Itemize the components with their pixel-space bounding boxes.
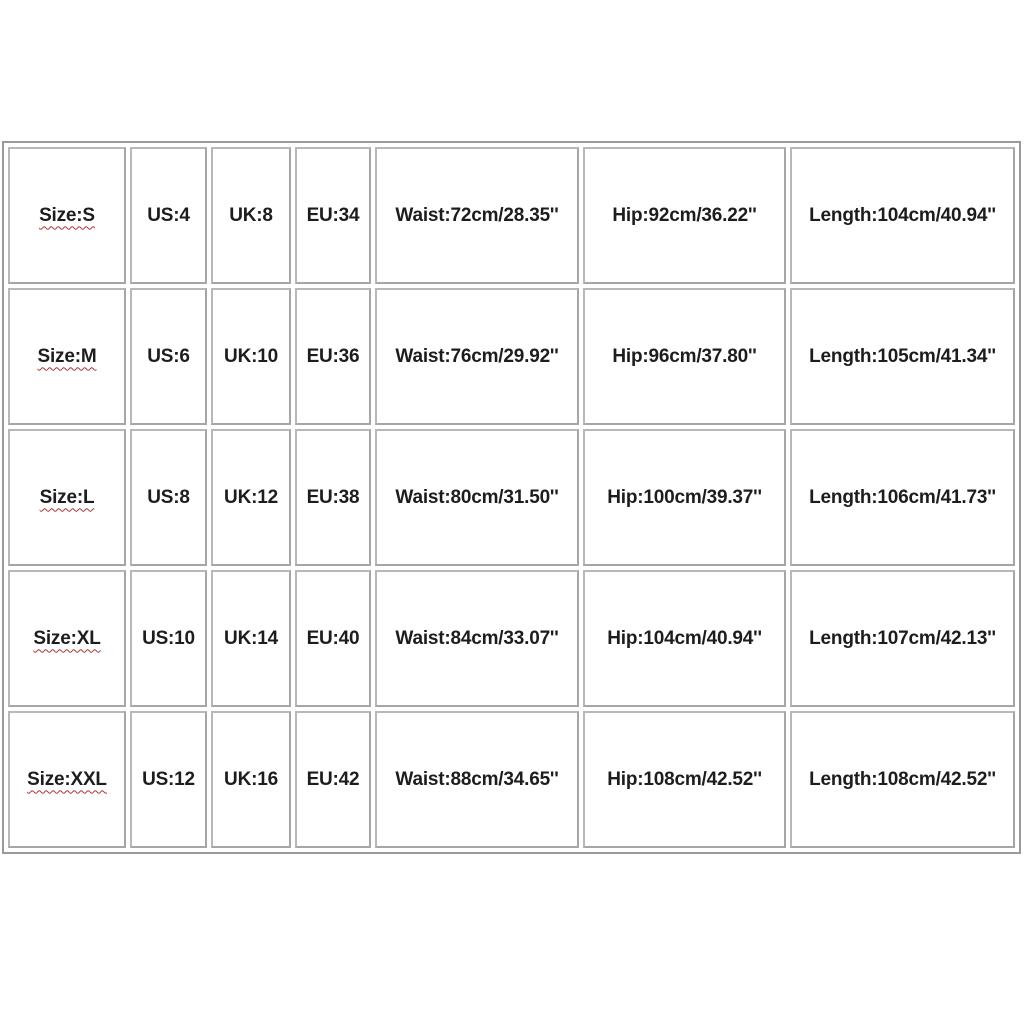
cell-s-size bbox=[8, 147, 126, 284]
cell-s-eu: EU:34 bbox=[295, 147, 371, 284]
size-label: Size:S bbox=[39, 204, 95, 226]
cell-xxl-hip: Hip:108cm/42.52'' bbox=[583, 711, 786, 848]
cell-xxl-waist: Waist:88cm/34.65'' bbox=[375, 711, 579, 848]
cell-xl-us: US:10 bbox=[130, 570, 207, 707]
cell-s-waist: Waist:72cm/28.35'' bbox=[375, 147, 579, 284]
cell-m-uk: UK:10 bbox=[211, 288, 291, 425]
cell-m-hip: Hip:96cm/37.80'' bbox=[583, 288, 786, 425]
cell-l-hip: Hip:100cm/39.37'' bbox=[583, 429, 786, 566]
cell-m-us: US:6 bbox=[130, 288, 207, 425]
cell-xl-length: Length:107cm/42.13'' bbox=[790, 570, 1015, 707]
cell-xl-hip: Hip:104cm/40.94'' bbox=[583, 570, 786, 707]
size-label: Size:XXL bbox=[27, 768, 107, 790]
cell-l-waist: Waist:80cm/31.50'' bbox=[375, 429, 579, 566]
size-row-m bbox=[8, 288, 1015, 425]
cell-xxl-size bbox=[8, 711, 126, 848]
size-row-s bbox=[8, 147, 1015, 284]
cell-s-hip: Hip:92cm/36.22'' bbox=[583, 147, 786, 284]
cell-xxl-eu: EU:42 bbox=[295, 711, 371, 848]
cell-m-length: Length:105cm/41.34'' bbox=[790, 288, 1015, 425]
cell-s-uk: UK:8 bbox=[211, 147, 291, 284]
cell-xxl-length: Length:108cm/42.52'' bbox=[790, 711, 1015, 848]
size-row-xl bbox=[8, 570, 1015, 707]
cell-s-us: US:4 bbox=[130, 147, 207, 284]
cell-xl-size bbox=[8, 570, 126, 707]
size-row-l bbox=[8, 429, 1015, 566]
size-label: Size:M bbox=[37, 345, 97, 367]
cell-xxl-us: US:12 bbox=[130, 711, 207, 848]
cell-l-length: Length:106cm/41.73'' bbox=[790, 429, 1015, 566]
cell-l-uk: UK:12 bbox=[211, 429, 291, 566]
cell-xl-uk: UK:14 bbox=[211, 570, 291, 707]
cell-s-length: Length:104cm/40.94'' bbox=[790, 147, 1015, 284]
cell-l-eu: EU:38 bbox=[295, 429, 371, 566]
cell-l-size bbox=[8, 429, 126, 566]
cell-m-eu: EU:36 bbox=[295, 288, 371, 425]
size-label: Size:L bbox=[39, 486, 95, 508]
cell-xxl-uk: UK:16 bbox=[211, 711, 291, 848]
cell-m-size bbox=[8, 288, 126, 425]
cell-xl-waist: Waist:84cm/33.07'' bbox=[375, 570, 579, 707]
cell-l-us: US:8 bbox=[130, 429, 207, 566]
cell-xl-eu: EU:40 bbox=[295, 570, 371, 707]
size-row-xxl bbox=[8, 711, 1015, 848]
size-label: Size:XL bbox=[33, 627, 101, 649]
size-chart-table bbox=[2, 141, 1021, 854]
cell-m-waist: Waist:76cm/29.92'' bbox=[375, 288, 579, 425]
